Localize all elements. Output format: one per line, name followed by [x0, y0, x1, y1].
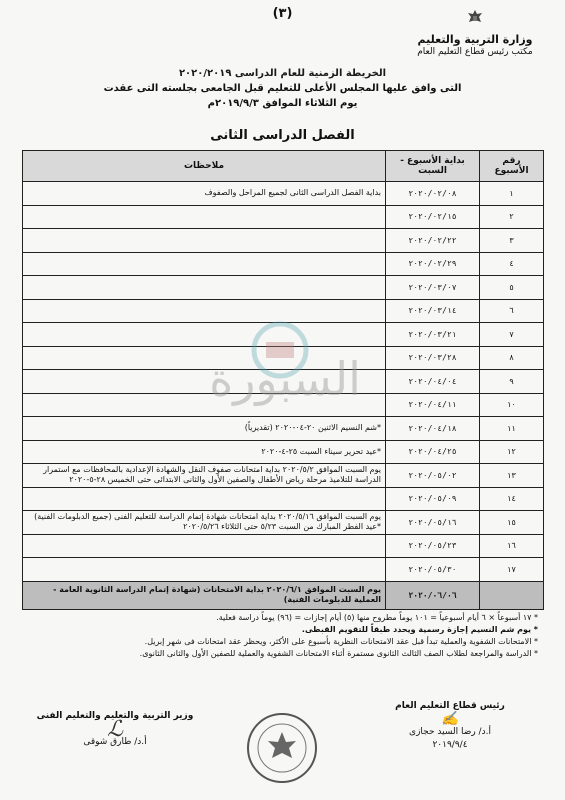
table-row [23, 417, 544, 441]
title-line-1: الخريطة الزمنية للعام الدراسى ٢٠٢٠/٢٠١٩ [178, 68, 387, 79]
week-start-cell: ٢٠٢٠/٠٥/٣٠ [386, 558, 480, 582]
table-row [23, 252, 544, 276]
document-titles [50, 68, 515, 109]
page-number: (٣) [272, 6, 293, 21]
semester-title: الفصل الدراسى الثانى [210, 128, 355, 143]
note-cell [23, 534, 386, 558]
week-number-cell: ١٣ [480, 464, 544, 488]
week-start-cell: ٢٠٢٠/٠٣/٠٧ [386, 276, 480, 300]
table-row [23, 299, 544, 323]
title-line-3: يوم الثلاثاء الموافق ٢٠١٩/٩/٣م [207, 98, 358, 109]
week-number-cell: ١٥ [480, 511, 544, 535]
note-cell [23, 299, 386, 323]
week-start-cell: ٢٠٢٠/٠٤/١١ [386, 393, 480, 417]
week-start-cell: ٢٠٢٠/٠٣/٢٨ [386, 346, 480, 370]
week-number-cell: ٧ [480, 323, 544, 347]
table-row [23, 511, 544, 535]
ministry-name: وزارة التربية والتعليم [417, 33, 533, 46]
note-cell: *شم النسيم الاثنين ٢٠-٠٤-٢٠٢٠ (تقديرياً) [23, 417, 386, 441]
week-number-cell: ١٤ [480, 487, 544, 511]
week-number-cell: ١ [480, 182, 544, 206]
week-number-cell: ٥ [480, 276, 544, 300]
official-seal-icon [242, 708, 322, 788]
note-cell [23, 276, 386, 300]
table-row [23, 205, 544, 229]
note-cell [23, 205, 386, 229]
note-cell: يوم السبت الموافق ٢٠٢٠/٥/٢ بداية امتحانات صفوف النقل والشهادة الإعدادية بالمحافظات مع استمرار الدراسة للتلاميذ مرحلة رياض الأطفال والصفين الأول والثانى الابتدائى حتى الخميس ٢٨-٥-٢٠٢٠ [23, 464, 386, 488]
signature-block-right [365, 700, 535, 752]
footnote-item: * الامتحانات الشفوية والعملية تبدأ قبل عقد الامتحانات النظرية بأسبوع على الأكثر، ويحظر عقد امتحانات فى شهر إبريل. [144, 637, 538, 646]
table-row [23, 558, 544, 582]
note-cell [23, 229, 386, 253]
week-start-cell: ٢٠٢٠/٠٣/١٤ [386, 299, 480, 323]
table-row [23, 182, 544, 206]
week-number-cell: ٨ [480, 346, 544, 370]
eagle-emblem-icon [465, 8, 485, 28]
footnotes [22, 612, 544, 660]
week-start-cell: ٢٠٢٠/٠٢/٢٢ [386, 229, 480, 253]
table-row [23, 276, 544, 300]
signature-left-title: وزير التربية والتعليم والتعليم الفنى [36, 711, 194, 721]
table-row [23, 464, 544, 488]
table-row [23, 534, 544, 558]
week-start-cell: ٢٠٢٠/٠٣/٢١ [386, 323, 480, 347]
week-number-cell: ٦ [480, 299, 544, 323]
note-cell [23, 558, 386, 582]
handwritten-signature-left: ℒ [107, 717, 123, 742]
week-start-cell: ٢٠٢٠/٠٤/٠٤ [386, 370, 480, 394]
week-start-cell: ٢٠٢٠/٠٤/٢٥ [386, 440, 480, 464]
ministry-header [395, 8, 555, 58]
exam-date-cell: ٢٠٢٠/٠٦/٠٦ [386, 581, 480, 609]
signature-right-name: أ.د/ رضا السيد حجازى [409, 727, 491, 737]
exam-row [23, 581, 544, 609]
signature-left-name: أ.د/ طارق شوقى [83, 737, 147, 747]
watermark-text: السبورة [209, 352, 361, 406]
table-row [23, 487, 544, 511]
footnote-item: * الدراسة والمراجعة لطلاب الصف الثالث الثانوى مستمرة أثناء الامتحانات الشفوية والعملية للصفين الأول والثانى الثانوى. [139, 649, 538, 658]
week-number-cell: ٢ [480, 205, 544, 229]
header-week-start: بداية الأسبوع - السبت [386, 151, 480, 182]
week-start-cell: ٢٠٢٠/٠٥/١٦ [386, 511, 480, 535]
signature-right-date: ٢٠١٩/٩/٤ [432, 740, 468, 750]
handwritten-signature-right: ✍ [441, 711, 459, 727]
note-cell: *عيد تحرير سيناء السبت ٢٥-٤-٢٠٢٠ [23, 440, 386, 464]
exam-note-cell: يوم السبت الموافق ٢٠٢٠/٦/١ بداية الامتحانات (شهادة إتمام الدراسة الثانوية العامة - العملية للدبلومات الفنية) [23, 581, 386, 609]
week-start-cell: ٢٠٢٠/٠٥/٠٢ [386, 464, 480, 488]
week-start-cell: ٢٠٢٠/٠٢/٢٩ [386, 252, 480, 276]
week-number-cell: ١١ [480, 417, 544, 441]
week-start-cell: ٢٠٢٠/٠٢/١٥ [386, 205, 480, 229]
header-notes: ملاحظات [23, 151, 386, 182]
signature-block-left [30, 710, 200, 749]
week-number-cell: ٩ [480, 370, 544, 394]
week-start-cell: ٢٠٢٠/٠٥/٠٩ [386, 487, 480, 511]
table-row [23, 229, 544, 253]
office-name: مكتب رئيس قطاع التعليم العام [417, 47, 533, 57]
week-number-cell: ١٦ [480, 534, 544, 558]
title-line-2: التى وافق عليها المجلس الأعلى للتعليم قبل الجامعى بجلسته التى عقدت [103, 83, 462, 94]
exam-week-cell [480, 581, 544, 609]
week-number-cell: ٣ [480, 229, 544, 253]
week-number-cell: ١٢ [480, 440, 544, 464]
week-start-cell: ٢٠٢٠/٠٥/٢٣ [386, 534, 480, 558]
footnote-item: * يوم شم النسيم إجازة رسمية ويحدد طبقاً للتقويم القبطى. [301, 625, 538, 634]
week-number-cell: ١٠ [480, 393, 544, 417]
note-cell [23, 252, 386, 276]
week-start-cell: ٢٠٢٠/٠٤/١٨ [386, 417, 480, 441]
table-row [23, 440, 544, 464]
note-cell [23, 487, 386, 511]
header-week-number: رقم الأسبوع [480, 151, 544, 182]
week-start-cell: ٢٠٢٠/٠٢/٠٨ [386, 182, 480, 206]
note-cell: يوم السبت الموافق ٢٠٢٠/٥/١٦ بداية امتحانات شهادة إتمام الدراسة للتعليم الفنى (جميع الدبلومات الفنية) *عيد الفطر المبارك من السبت ٥/٢٣ حتى الثلاثاء ٢٠٢٠/٥/٢٦ [23, 511, 386, 535]
week-number-cell: ١٧ [480, 558, 544, 582]
note-cell: بداية الفصل الدراسى الثانى لجميع المراحل والصفوف [23, 182, 386, 206]
footnote-item: * ١٧ أسبوعاً × ٦ أيام أسبوعياً = ١٠١ يوماً مطروح منها (٥) أيام إجازات = (٩٦) يوماً دراسة فعلية. [216, 613, 538, 622]
week-number-cell: ٤ [480, 252, 544, 276]
signature-right-title: رئيس قطاع التعليم العام [395, 701, 505, 711]
